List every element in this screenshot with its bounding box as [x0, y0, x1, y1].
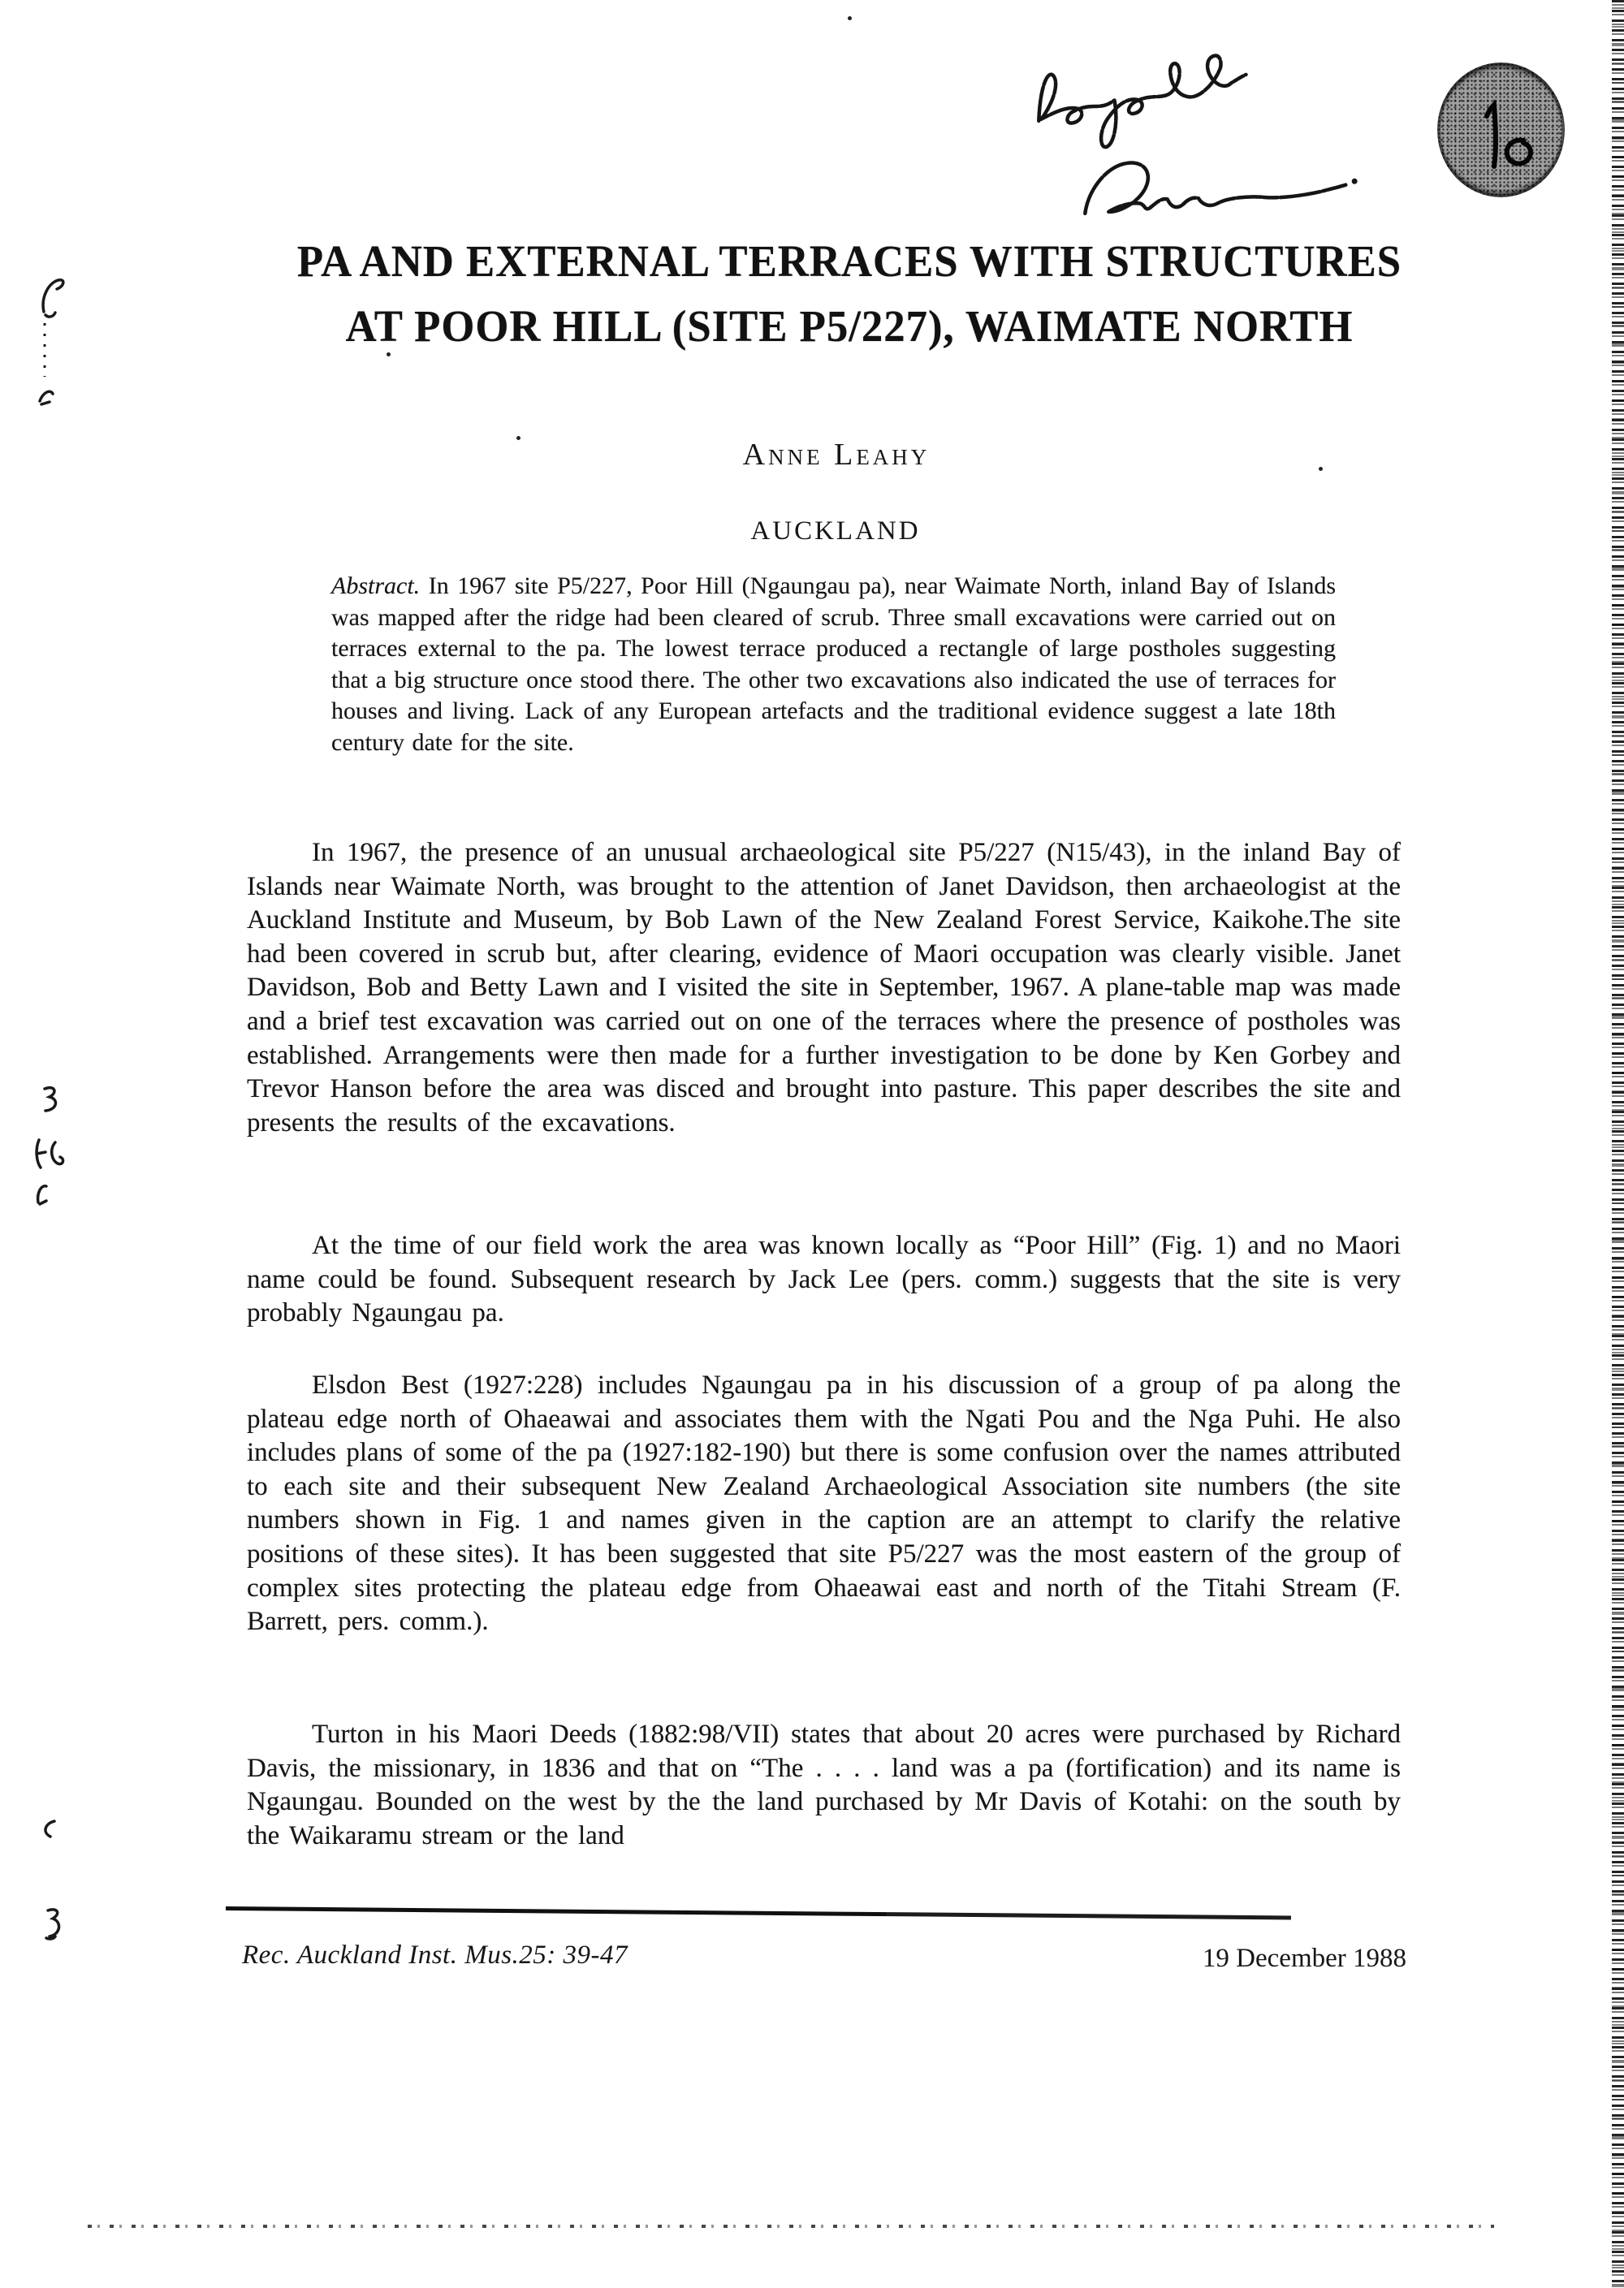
- paragraph-2: At the time of our field work the area was known locally as “Poor Hill” (Fig. 1) and no Maori name could be found. Subsequent research by Jack Lee (pers. comm.) suggests that the site is very probably Ngaungau pa.: [247, 1231, 1401, 1328]
- margin-mark: [36, 382, 57, 408]
- handwriting-period-dot: [1352, 179, 1358, 184]
- ink-stamp: [1437, 63, 1565, 197]
- handwritten-note: [1012, 41, 1383, 228]
- margin-mark: [39, 1083, 62, 1114]
- handwriting-regards-stroke: [1037, 54, 1249, 149]
- title-line-2: AT POOR HILL (SITE P5/227), WAIMATE NORTH: [345, 301, 1354, 351]
- ink-speck: [848, 16, 852, 20]
- affiliation: AUCKLAND: [750, 516, 921, 546]
- margin-mark: [34, 274, 71, 322]
- footer-date: 19 December 1988: [1202, 1944, 1406, 1973]
- bottom-dashed-line: [88, 2225, 1494, 2228]
- margin-mark: [32, 1181, 52, 1207]
- author-name: Anne Leahy: [742, 438, 931, 472]
- footer-citation: Rec. Auckland Inst. Mus.25: 39-47: [242, 1940, 628, 1970]
- stamp-number-16: [1437, 63, 1565, 197]
- margin-mark: [39, 322, 50, 380]
- paragraph-4: Turton in his Maori Deeds (1882:98/VII) states that about 20 acres were purchased by Richard Davis, the missionary, in 1836 and that on “The . . . . land was a pa (fortification) and its name is Ngaungau. Bounded on the west by the the land purchased by Mr Davis of Kotahi: on the south by the Waikaramu stream or the land: [247, 1720, 1401, 1850]
- abstract-label: Abstract.: [331, 572, 421, 599]
- footer-rule: [226, 1906, 1291, 1919]
- margin-mark: [41, 1905, 65, 1940]
- margin-mark: [37, 1817, 58, 1840]
- handwriting-anne-stroke: [1083, 155, 1346, 214]
- abstract-text: In 1967 site P5/227, Poor Hill (Ngaungau pa), near Waimate North, inland Bay of Islands was mapped after the ridge had been cleared of scrub. Three small excavations were carried out on terraces external to the pa. The lowest terrace produced a rectangle of large postholes suggesting that a big structure once stood there. The other two excavations also indicated the use of terraces for houses and living. Lack of any European artefacts and the traditional evidence suggest a late 18th century date for the site.: [331, 572, 1336, 756]
- ink-speck: [516, 436, 520, 440]
- paragraph-1: In 1967, the presence of an unusual archaeological site P5/227 (N15/43), in the inland Bay of Islands near Waimate North, was brought to the attention of Janet Davidson, then archaeologist at the Auckland Institute and Museum, by Bob Lawn of the New Zealand Forest Service, Kaikohe.The site had been covered in scrub but, after clearing, evidence of Maori occupation was clearly visible. Janet Davidson, Bob and Betty Lawn and I visited the site in September, 1967. A plane-table map was made and a brief test excavation was carried out on one of the terraces where the presence of postholes was established. Arrangements were then made for a further investigation to be done by Ken Gorbey and Trevor Hanson before the area was disced and brought into pasture. This paper describes the site and presents the results of the excavations.: [247, 838, 1401, 1138]
- ink-speck: [387, 352, 391, 356]
- margin-mark: [32, 1133, 67, 1171]
- ink-speck: [1319, 467, 1323, 471]
- paragraph-3: Elsdon Best (1927:228) includes Ngaungau pa in his discussion of a group of pa along the plateau edge north of Ohaeawai and associates them with the Ngati Pou and the Nga Puhi. He also includes plans of some of the pa (1927:182-190) but there is some confusion over the names attributed to each site and their subsequent New Zealand Archaeological Association site numbers (the site numbers shown in Fig. 1 and names given in the caption are an attempt to clarify the relative positions of these sites). It has been suggested that site P5/227 was the most eastern of the group of complex sites protecting the plateau edge from Ohaeawai east and north of the Titahi Stream (F. Barrett, pers. comm.).: [247, 1371, 1401, 1637]
- paper-title: [75, 229, 1624, 359]
- abstract: [331, 571, 1336, 758]
- title-line-1: PA AND EXTERNAL TERRACES WITH STRUCTURES: [296, 236, 1402, 286]
